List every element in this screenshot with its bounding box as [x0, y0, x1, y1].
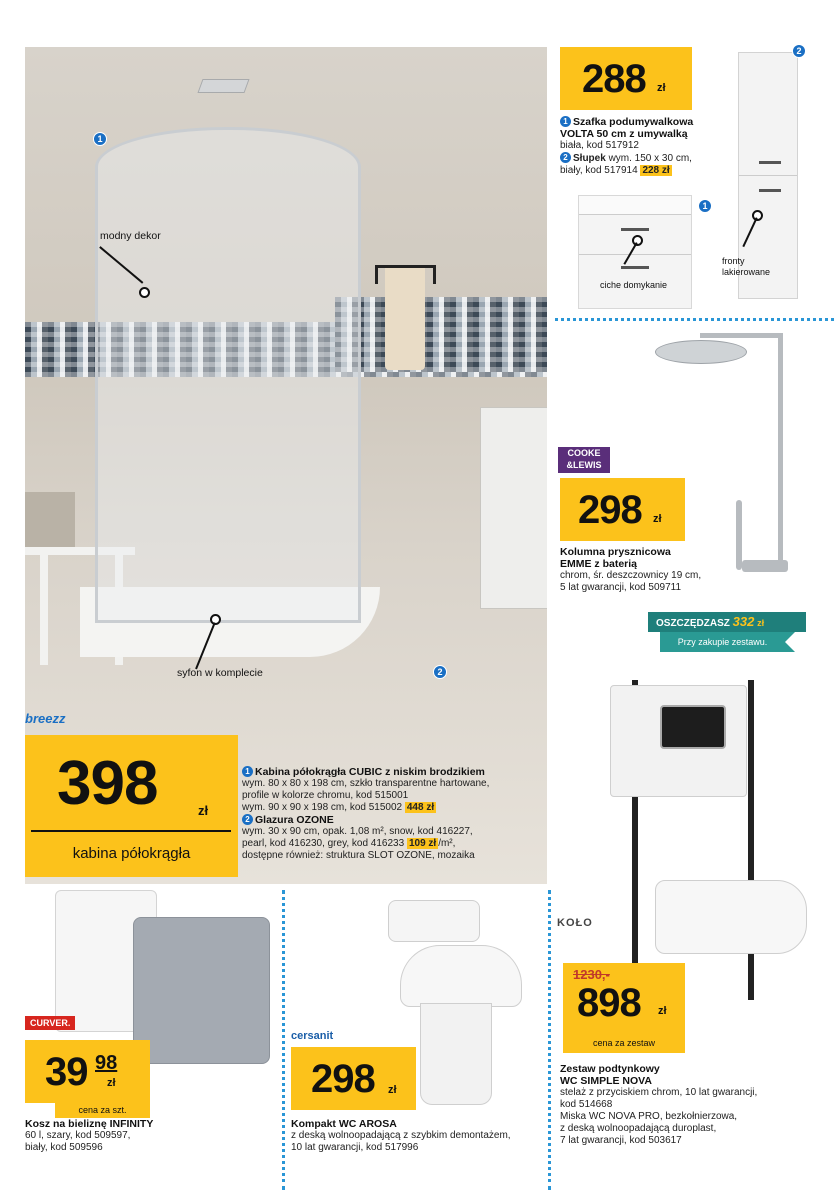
wc-set-desc-5: 7 lat gwarancji, kod 503617 — [560, 1135, 682, 1146]
column-title: Słupek — [573, 153, 606, 164]
basket-currency: zł — [107, 1077, 116, 1089]
compact-cistern — [388, 900, 480, 942]
cabinet-currency: zł — [657, 82, 666, 94]
banner-notch — [785, 632, 795, 652]
wc-set-title-b: WC SIMPLE NOVA — [560, 1075, 652, 1087]
callout-soft-close: cichе domykanie — [600, 280, 668, 290]
num-badge-1: 1 — [560, 116, 571, 127]
wc-set-desc-4: z deską wolnoopadającą duroplast, — [560, 1123, 717, 1134]
wc-set-desc-3: Miska WC NOVA PRO, bezkołnierzowa, — [560, 1111, 738, 1122]
tile-price: 109 zł — [408, 838, 437, 849]
shower-cabin — [95, 127, 361, 623]
towels-stack — [25, 492, 75, 552]
marker-1: 1 — [93, 132, 107, 146]
compact-price: 298 — [311, 1057, 375, 1101]
grey-basket-image — [133, 917, 270, 1064]
towel-rail — [375, 265, 436, 284]
basket-price-box — [25, 1040, 150, 1103]
savings-amount: 332 — [732, 614, 755, 629]
callout-dot — [139, 287, 150, 298]
cabinet-price-box — [560, 47, 692, 110]
cabin-price-90: 448 zł — [406, 802, 435, 813]
divider — [31, 830, 231, 832]
wc-set-description — [560, 1063, 790, 1147]
dotted-separator — [282, 890, 285, 1190]
compact-bowl — [400, 945, 522, 1007]
basket-caption-box — [55, 1103, 150, 1118]
wc-set-old-price: 1230,- — [573, 967, 610, 982]
cabin-price-box — [25, 735, 238, 877]
cabin-price: 398 — [57, 749, 158, 818]
rain-shower-head — [197, 79, 249, 93]
savings-currency: zł — [757, 618, 765, 628]
door-handle — [759, 189, 781, 192]
shower-title-b: EMME z baterią — [560, 558, 638, 570]
tile-spec-2: pearl, kod 416230, grey, kod 416233 — [242, 838, 405, 849]
tile-spec-3: dostępne również: struktura SLOT OZONE, mozaika — [242, 850, 475, 861]
wc-set-caption: cena za zestaw — [592, 1038, 656, 1048]
drawer-handle — [621, 228, 649, 231]
basket-desc-1: 60 l, szary, kod 509597, — [25, 1130, 131, 1141]
basket-desc-2: biały, kod 509596 — [25, 1142, 103, 1153]
basket-price-cents: 98 — [95, 1052, 118, 1074]
shower-price: 298 — [578, 488, 642, 532]
cabin-caption: kabina półokrągła — [72, 845, 191, 862]
cabinet-price: 288 — [582, 57, 646, 101]
savings-sub: Przy zakupie zestawu. — [677, 637, 768, 647]
marker-1: 1 — [698, 199, 712, 213]
shower-desc-b: 5 lat gwarancji, kod 509711 — [560, 582, 682, 593]
stool-leg — [40, 555, 48, 665]
compact-desc-2: 10 lat gwarancji, kod 517996 — [291, 1142, 419, 1153]
flush-button — [660, 705, 726, 749]
compact-pedestal — [420, 1003, 492, 1105]
vanity-cabinet — [480, 407, 547, 609]
column-desc-a: wym. 150 x 30 cm, — [608, 153, 692, 164]
shower-arm — [700, 333, 782, 338]
column-desc-b: biały, kod 517914 — [560, 165, 638, 176]
callout-fronts-b: lakierowane — [722, 267, 771, 277]
brand-line-b: &LEWIS — [566, 460, 602, 470]
breezz-logo: breezz — [25, 711, 66, 726]
wc-set-title-a: Zestaw podtynkowy — [560, 1063, 660, 1075]
kolo-logo: KOŁO — [557, 917, 593, 929]
compact-description — [291, 1118, 541, 1154]
savings-banner — [648, 612, 806, 632]
dotted-separator — [555, 318, 834, 321]
drawer-handle — [621, 266, 649, 269]
callout-dot — [752, 210, 763, 221]
cabin-currency: zł — [198, 803, 209, 818]
basket-caption: cena za szt. — [78, 1105, 127, 1115]
num-badge-2: 2 — [242, 814, 253, 825]
cabin-spec-3: wym. 90 x 90 x 198 cm, kod 515002 — [242, 802, 403, 813]
num-badge-2: 2 — [560, 152, 571, 163]
washbasin — [579, 196, 691, 215]
wc-set-price: 898 — [577, 981, 641, 1025]
num-badge-1: 1 — [242, 766, 253, 777]
marker-2: 2 — [433, 665, 447, 679]
cersanit-logo: cersanit — [291, 1030, 334, 1042]
tile-spec-1: wym. 30 x 90 cm, opak. 1,08 m², snow, kod 416227, — [242, 826, 473, 837]
basket-title: Kosz na bieliznę INFINITY — [25, 1118, 154, 1130]
callout-fronts-a: fronty — [722, 256, 745, 266]
cabinet-description — [560, 116, 735, 177]
hand-shower — [736, 500, 742, 570]
callout-fronts — [722, 256, 770, 278]
dotted-separator — [548, 890, 551, 1190]
mixer — [742, 560, 788, 572]
compact-title: Kompakt WC AROSA — [291, 1118, 397, 1130]
basket-price-main: 39 — [45, 1050, 88, 1094]
wc-set-currency: zł — [658, 1005, 667, 1017]
drawer-split — [579, 254, 691, 255]
savings-sub-banner — [660, 632, 785, 652]
cabinet-title-a: Szafka podumywalkowa — [573, 116, 694, 128]
cabinet-title-b: VOLTA 50 cm z umywalką — [560, 128, 688, 140]
callout-decor: modny dekor — [100, 230, 161, 242]
tile-price-unit: /m², — [438, 838, 456, 849]
mosaic-tile-band-back — [335, 297, 547, 372]
curver-logo: CURVER. — [25, 1016, 75, 1030]
cabin-spec-2: profile w kolorze chromu, kod 515001 — [242, 790, 409, 801]
compact-currency: zł — [388, 1084, 397, 1096]
wall-hung-bowl — [655, 880, 807, 954]
shower-currency: zł — [653, 513, 662, 525]
cabinet-desc: biała, kod 517912 — [560, 140, 639, 151]
shower-title-a: Kolumna prysznicowa — [560, 546, 671, 558]
brand-line-a: COOKE — [567, 448, 601, 458]
vanity-unit-image — [578, 195, 692, 309]
wc-set-desc-2: kod 514668 — [560, 1099, 613, 1110]
shower-price-box — [560, 478, 685, 541]
cabin-title: Kabina półokrągła CUBIC z niskim brodzikiem — [255, 766, 485, 778]
compact-price-box — [291, 1047, 416, 1110]
rain-head — [655, 340, 747, 364]
door-handle — [759, 161, 781, 164]
shower-column-image — [778, 333, 783, 568]
basket-description — [25, 1118, 275, 1154]
compact-desc-1: z deską wolnoopadającą z szybkim demontażem, — [291, 1130, 511, 1141]
shower-description — [560, 546, 730, 594]
callout-siphon: syfon w komplecie — [177, 667, 263, 679]
marker-2: 2 — [792, 44, 806, 58]
column-price: 228 zł — [642, 165, 670, 176]
cabin-spec-1: wym. 80 x 80 x 198 cm, szkło transparentne hartowane, — [242, 778, 490, 789]
tile-title: Glazura OZONE — [255, 814, 334, 826]
shower-desc-a: chrom, śr. deszczownicy 19 cm, — [560, 570, 702, 581]
wc-set-caption-box — [563, 1033, 685, 1053]
cooke-lewis-logo — [558, 447, 610, 473]
wc-set-price-box — [563, 963, 685, 1033]
door-split — [739, 175, 797, 176]
cabin-description — [242, 766, 542, 862]
savings-label: OSZCZĘDZASZ — [656, 618, 730, 629]
wc-set-desc-1: stelaż z przyciskiem chrom, 10 lat gwarancji, — [560, 1087, 758, 1098]
